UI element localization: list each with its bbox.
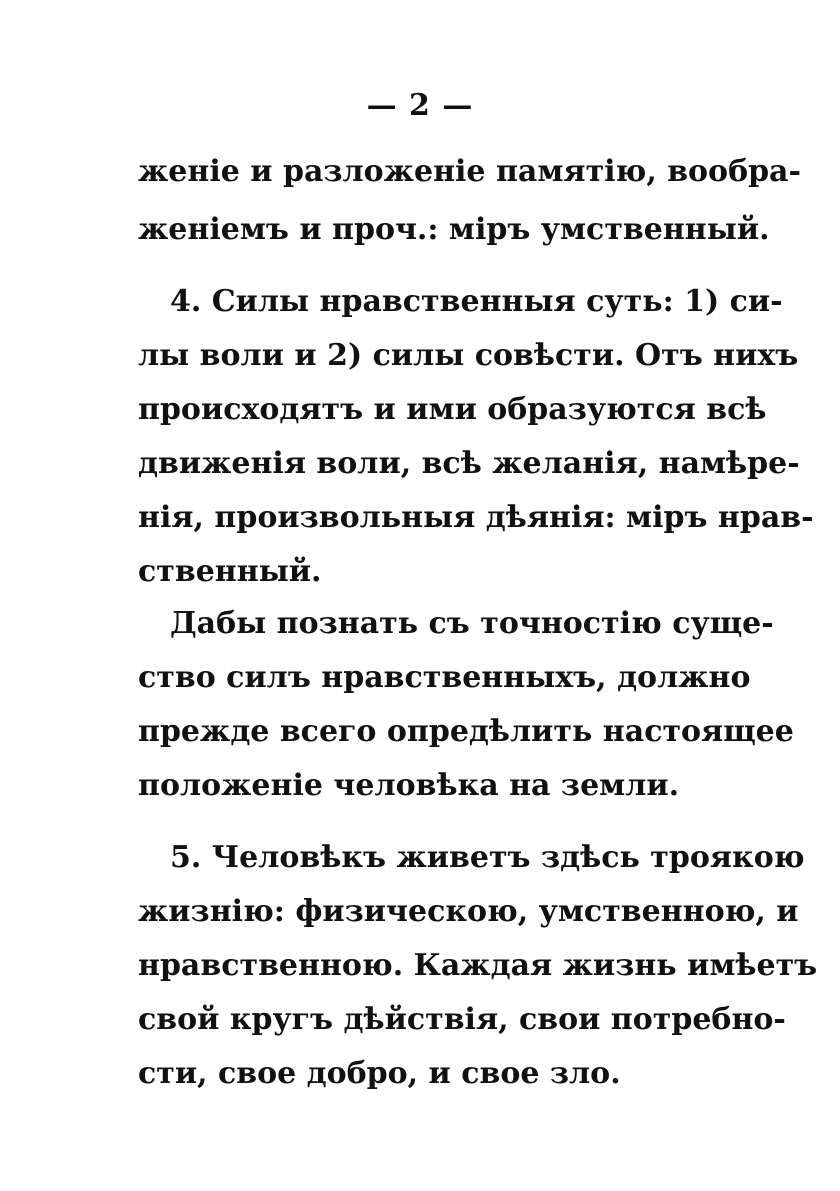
text-line: сти, свое добро, и свое зло. (138, 1056, 621, 1091)
paragraph-5-start: 5. Человѣкъ живетъ здѣсь троякою (170, 840, 805, 875)
text-line: жизнію: физическою, умственною, и (138, 894, 799, 929)
text-line: женіе и разложеніе памятію, вообра- (138, 154, 801, 189)
paragraph-4-start: 4. Силы нравственныя суть: 1) си- (170, 284, 783, 319)
text-line: женіемъ и проч.: міръ умственный. (138, 212, 770, 247)
text-line: нравственною. Каждая жизнь имѣетъ (138, 948, 818, 983)
text-line: нія, произвольныя дѣянія: міръ нрав- (138, 500, 814, 535)
text-line: ственный. (138, 554, 322, 589)
text-line: лы воли и 2) силы совѣсти. Отъ нихъ (138, 338, 799, 373)
text-line: положеніе человѣка на земли. (138, 768, 680, 803)
text-line: движенія воли, всѣ желанія, намѣре- (138, 446, 800, 481)
text-line: свой кругъ дѣйствія, свои потребно- (138, 1002, 786, 1037)
page-number: — 2 — (366, 88, 474, 123)
text-line: происходятъ и ими образуются всѣ (138, 392, 767, 427)
paragraph-start: Дабы познать съ точностію суще- (170, 606, 774, 641)
text-line: прежде всего опредѣлить настоящее (138, 714, 794, 749)
text-line: ство силъ нравственныхъ, должно (138, 660, 751, 695)
